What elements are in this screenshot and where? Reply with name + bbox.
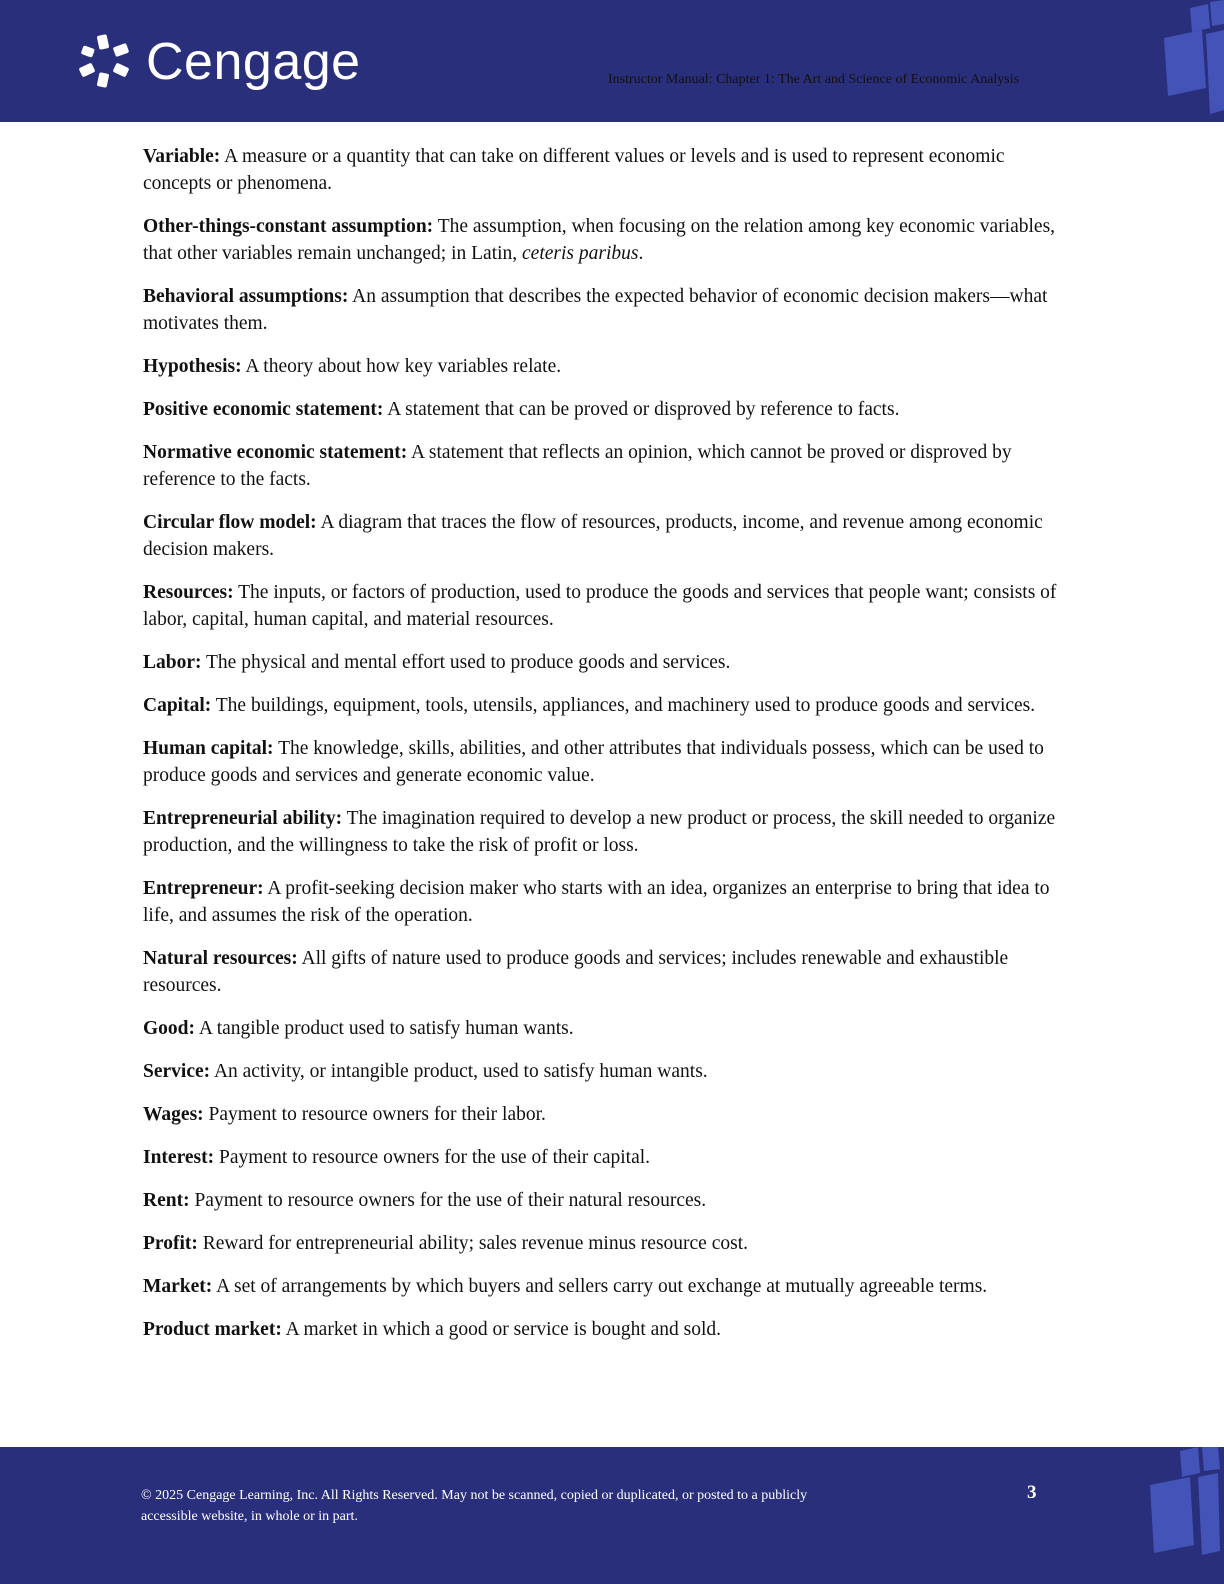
glossary-definition: The assumption, when focusing on the relation among key economic variables, that other variables remain unchanged; in Latin,: [143, 216, 1056, 264]
cengage-star-icon: [74, 31, 136, 93]
glossary-definition: An assumption that describes the expected behavior of economic decision makers—what motivates them.: [143, 286, 1048, 334]
glossary-definition: A theory about how key variables relate.: [241, 356, 562, 377]
glossary-definition: Payment to resource owners for the use of their natural resources.: [189, 1190, 707, 1211]
glossary-term: Natural resources:: [143, 948, 298, 969]
corner-decoration-icon: [1144, 0, 1224, 122]
cengage-logo: [74, 30, 361, 94]
glossary-entry: [143, 649, 1073, 676]
glossary-definition: An activity, or intangible product, used to satisfy human wants.: [210, 1061, 708, 1082]
copyright-notice: © 2025 Cengage Learning, Inc. All Rights Reserved. May not be scanned, copied or duplicated, or posted to a publicly accessible website, in whole or in part.: [141, 1488, 808, 1524]
glossary-entry: [143, 1230, 1073, 1257]
glossary-entry: [143, 1101, 1073, 1128]
logo-wordmark: Cengage: [146, 33, 361, 91]
glossary-term: Capital:: [143, 695, 212, 716]
page-header: [0, 0, 1224, 122]
glossary-definition: All gifts of nature used to produce goods and services; includes renewable and exhaustible resources.: [143, 948, 1009, 996]
glossary-term: Entrepreneurial ability:: [143, 808, 343, 829]
glossary-entry: [143, 213, 1073, 267]
glossary-term: Wages:: [143, 1104, 204, 1125]
glossary-term: Normative economic statement:: [143, 442, 408, 463]
glossary-term: Market:: [143, 1276, 213, 1297]
glossary-entry: [143, 875, 1073, 929]
header-title: Instructor Manual: Chapter 1: The Art and Science of Economic Analysis: [608, 72, 1020, 87]
glossary-entry: [143, 1015, 1073, 1042]
glossary-term: Human capital:: [143, 738, 274, 759]
glossary-term: Resources:: [143, 582, 234, 603]
glossary-term: Labor:: [143, 652, 202, 673]
glossary-term: Circular flow model:: [143, 512, 317, 533]
page-footer: [0, 1447, 1224, 1584]
glossary-term: Variable:: [143, 146, 221, 167]
glossary-term: Entrepreneur:: [143, 878, 264, 899]
glossary-entry: [143, 1144, 1073, 1171]
glossary-entry: [143, 579, 1073, 633]
glossary-entry: [143, 945, 1073, 999]
glossary-term: Service:: [143, 1061, 211, 1082]
glossary-entry: [143, 1058, 1073, 1085]
glossary-definition: A market in which a good or service is bought and sold.: [281, 1319, 722, 1340]
glossary-term: Positive economic statement:: [143, 399, 384, 420]
footer-corner-decoration-icon: [1144, 1447, 1224, 1567]
glossary-entry: [143, 1316, 1073, 1343]
glossary-definition: The inputs, or factors of production, used to produce the goods and services that people want; consists of labor, capital, human capital, and material resources.: [143, 582, 1057, 630]
glossary-term: Interest:: [143, 1147, 215, 1168]
glossary-entry: [143, 805, 1073, 859]
glossary-definition: A statement that can be proved or disproved by reference to facts.: [383, 399, 900, 420]
glossary-entry: [143, 1273, 1073, 1300]
glossary-entry: [143, 692, 1073, 719]
glossary-entry: [143, 396, 1073, 423]
glossary-definition: A statement that reflects an opinion, which cannot be proved or disproved by reference to the facts.: [143, 442, 1012, 490]
glossary-term: Product market:: [143, 1319, 282, 1340]
glossary-term: Behavioral assumptions:: [143, 286, 349, 307]
glossary-entry: [143, 143, 1073, 197]
glossary-italic-term: ceteris paribus: [522, 243, 639, 264]
glossary-definition: Payment to resource owners for the use of their capital.: [214, 1147, 651, 1168]
glossary-term: Profit:: [143, 1233, 198, 1254]
glossary-definition: A measure or a quantity that can take on different values or levels and is used to represent economic concepts or phenomena.: [143, 146, 1005, 194]
glossary-definition: A profit-seeking decision maker who starts with an idea, organizes an enterprise to bring that idea to life, and assumes the risk of the operation.: [143, 878, 1050, 926]
glossary-term: Good:: [143, 1018, 196, 1039]
glossary-entry: [143, 439, 1073, 493]
glossary-definition: A tangible product used to satisfy human wants.: [195, 1018, 574, 1039]
glossary-definition: The knowledge, skills, abilities, and other attributes that individuals possess, which can be used to produce goods and services and generate economic value.: [143, 738, 1044, 786]
glossary-entry: [143, 353, 1073, 380]
page-number: 3: [1027, 1482, 1037, 1503]
glossary-entry: [143, 1187, 1073, 1214]
glossary-term: Hypothesis:: [143, 356, 242, 377]
glossary-term: Rent:: [143, 1190, 190, 1211]
glossary-definition-tail: .: [638, 243, 644, 264]
glossary: [143, 143, 1073, 1359]
glossary-definition: A diagram that traces the flow of resources, products, income, and revenue among economic decision makers.: [143, 512, 1043, 560]
glossary-definition: Reward for entrepreneurial ability; sales revenue minus resource cost.: [197, 1233, 748, 1254]
glossary-definition: The physical and mental effort used to produce goods and services.: [201, 652, 731, 673]
glossary-definition: The imagination required to develop a new product or process, the skill needed to organize production, and the willingness to take the risk of profit or loss.: [143, 808, 1056, 856]
glossary-definition: The buildings, equipment, tools, utensils, appliances, and machinery used to produce goods and services.: [211, 695, 1036, 716]
glossary-entry: [143, 509, 1073, 563]
glossary-definition: A set of arrangements by which buyers and sellers carry out exchange at mutually agreeable terms.: [212, 1276, 988, 1297]
glossary-term: Other-things-constant assumption:: [143, 216, 434, 237]
glossary-definition: Payment to resource owners for their labor.: [203, 1104, 546, 1125]
glossary-entry: [143, 283, 1073, 337]
glossary-entry: [143, 735, 1073, 789]
